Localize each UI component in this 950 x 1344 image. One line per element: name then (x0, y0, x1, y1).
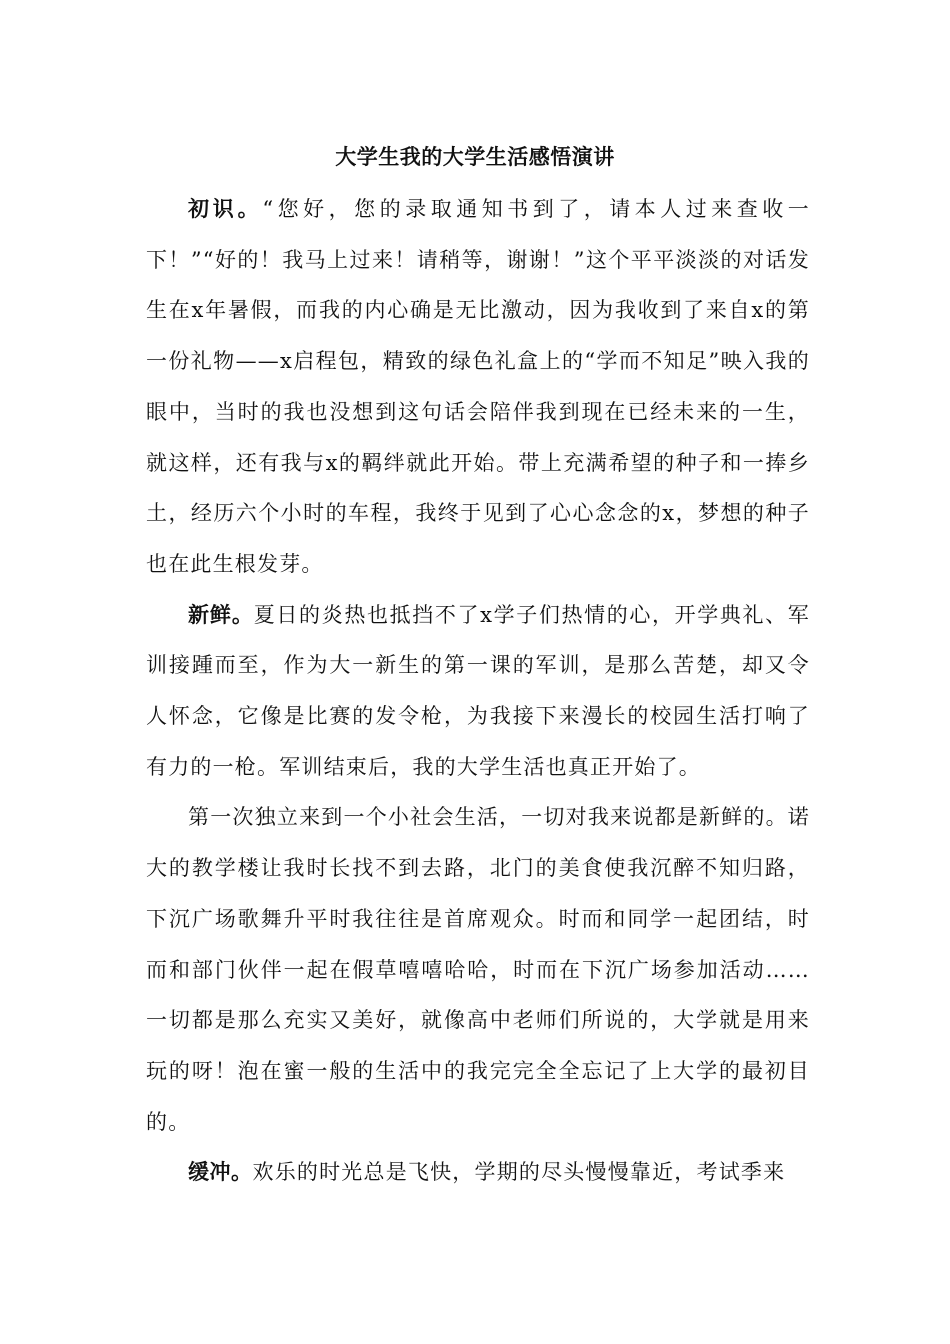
paragraph-huanchong (146, 1147, 810, 1198)
paragraph-chushi (146, 184, 810, 590)
paragraph-text: 夏日的炎热也抵挡不了x学子们热情的心，开学典礼、军训接踵而至，作为大一新生的第一课的军训，是那么苦楚，却又令人怀念，它像是比赛的发令枪，为我接下来漫长的校园生活打响了有力的一枪。军训结束后，我的大学生活也真正开始了。 (146, 602, 810, 779)
paragraph-text: “您好，您的录取通知书到了，请本人过来查收一下！”“好的！我马上过来！请稍等，谢谢！”这个平平淡淡的对话发生在x年暑假，而我的内心确是无比激动，因为我收到了来自x的第一份礼物——x启程包，精致的绿色礼盒上的“学而不知足”映入我的眼中，当时的我也没想到这句话会陪伴我到现在已经未来的一生，就这样，还有我与x的羁绊就此开始。带上充满希望的种子和一捧乡土，经历六个小时的车程，我终于见到了心心念念的x，梦想的种子也在此生根发芽。 (146, 197, 810, 576)
paragraph-lead: 新鲜。 (188, 602, 254, 627)
paragraph-xinxian (146, 590, 810, 793)
body-text (146, 184, 810, 1198)
paragraph-lead: 缓冲。 (188, 1160, 253, 1185)
paragraph-text: 欢乐的时光总是飞快，学期的尽头慢慢靠近，考试季来 (252, 1160, 786, 1185)
paragraph-first-time (146, 792, 810, 1147)
paragraph-lead: 初识。 (188, 197, 263, 221)
page-title: 大学生我的大学生活感悟演讲 (335, 145, 615, 169)
paragraph-text: 第一次独立来到一个小社会生活，一切对我来说都是新鲜的。诺大的教学楼让我时长找不到去路，北门的美食使我沉醉不知归路，下沉广场歌舞升平时我往往是首席观众。时而和同学一起团结，时而和部门伙伴一起在假草嘻嘻哈哈，时而在下沉广场参加活动……一切都是那么充实又美好，就像高中老师们所说的，大学就是用来玩的呀！泡在蜜一般的生活中的我完完全全忘记了上大学的最初目的。 (146, 805, 810, 1134)
